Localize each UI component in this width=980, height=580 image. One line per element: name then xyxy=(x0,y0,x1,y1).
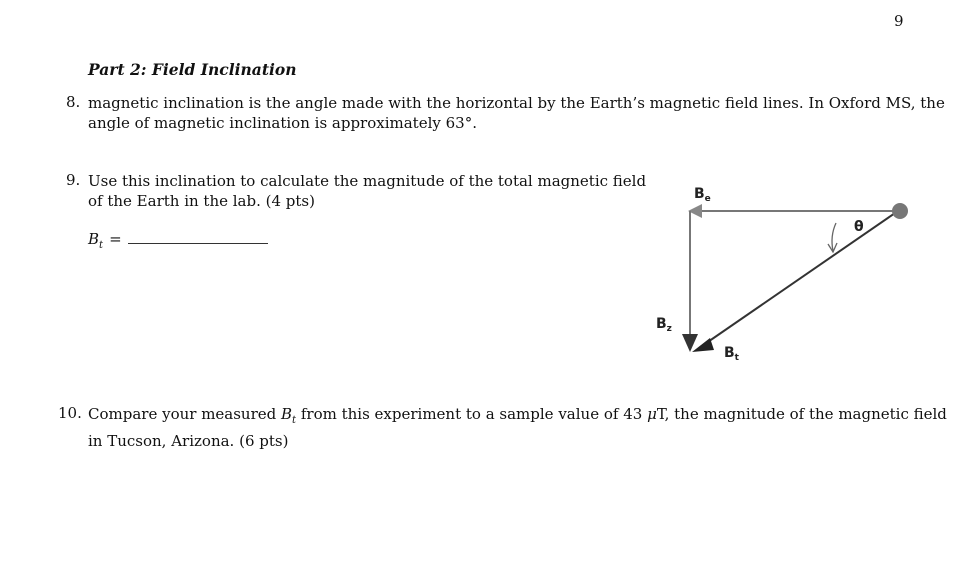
answer-label: $B_t$ xyxy=(88,230,104,251)
question-10-number: 10. xyxy=(58,404,82,422)
label-bt: $B_t$ xyxy=(724,345,739,363)
question-9-line-1: Use this inclination to calculate the magnitude of the total magnetic field xyxy=(88,172,647,190)
question-8-number: 8. xyxy=(66,93,81,111)
page-number: 9 xyxy=(894,12,904,30)
question-8-line-2: angle of magnetic inclination is approximately 63°. xyxy=(88,114,477,132)
question-9-number: 9. xyxy=(66,171,81,189)
section-title: Part 2: Field Inclination xyxy=(88,60,297,79)
origin-dot xyxy=(892,203,908,219)
question-10-line-2: in Tucson, Arizona. (6 pts) xyxy=(88,432,289,450)
label-be: $B_e$ xyxy=(694,186,711,204)
answer-equals: = xyxy=(109,230,122,248)
label-theta: θ xyxy=(854,219,864,235)
question-9-text xyxy=(88,171,646,211)
question-8-line-1: magnetic inclination is the angle made with the horizontal by the Earth’s magnetic field lines. In Oxford MS, the xyxy=(88,94,945,112)
answer-bt-field[interactable] xyxy=(88,229,268,251)
question-10-text xyxy=(88,404,947,451)
answer-blank-line[interactable] xyxy=(128,229,268,244)
question-10-line-1: Compare your measured $B_t$ from this experiment to a sample value of 43 μT, the magnitude of the magnetic field xyxy=(88,405,947,426)
label-bz: $B_z$ xyxy=(656,316,672,334)
field-inclination-diagram xyxy=(640,176,920,376)
question-8-text xyxy=(88,93,945,133)
total-field-line xyxy=(702,211,898,346)
question-9-line-2: of the Earth in the lab. (4 pts) xyxy=(88,192,315,210)
